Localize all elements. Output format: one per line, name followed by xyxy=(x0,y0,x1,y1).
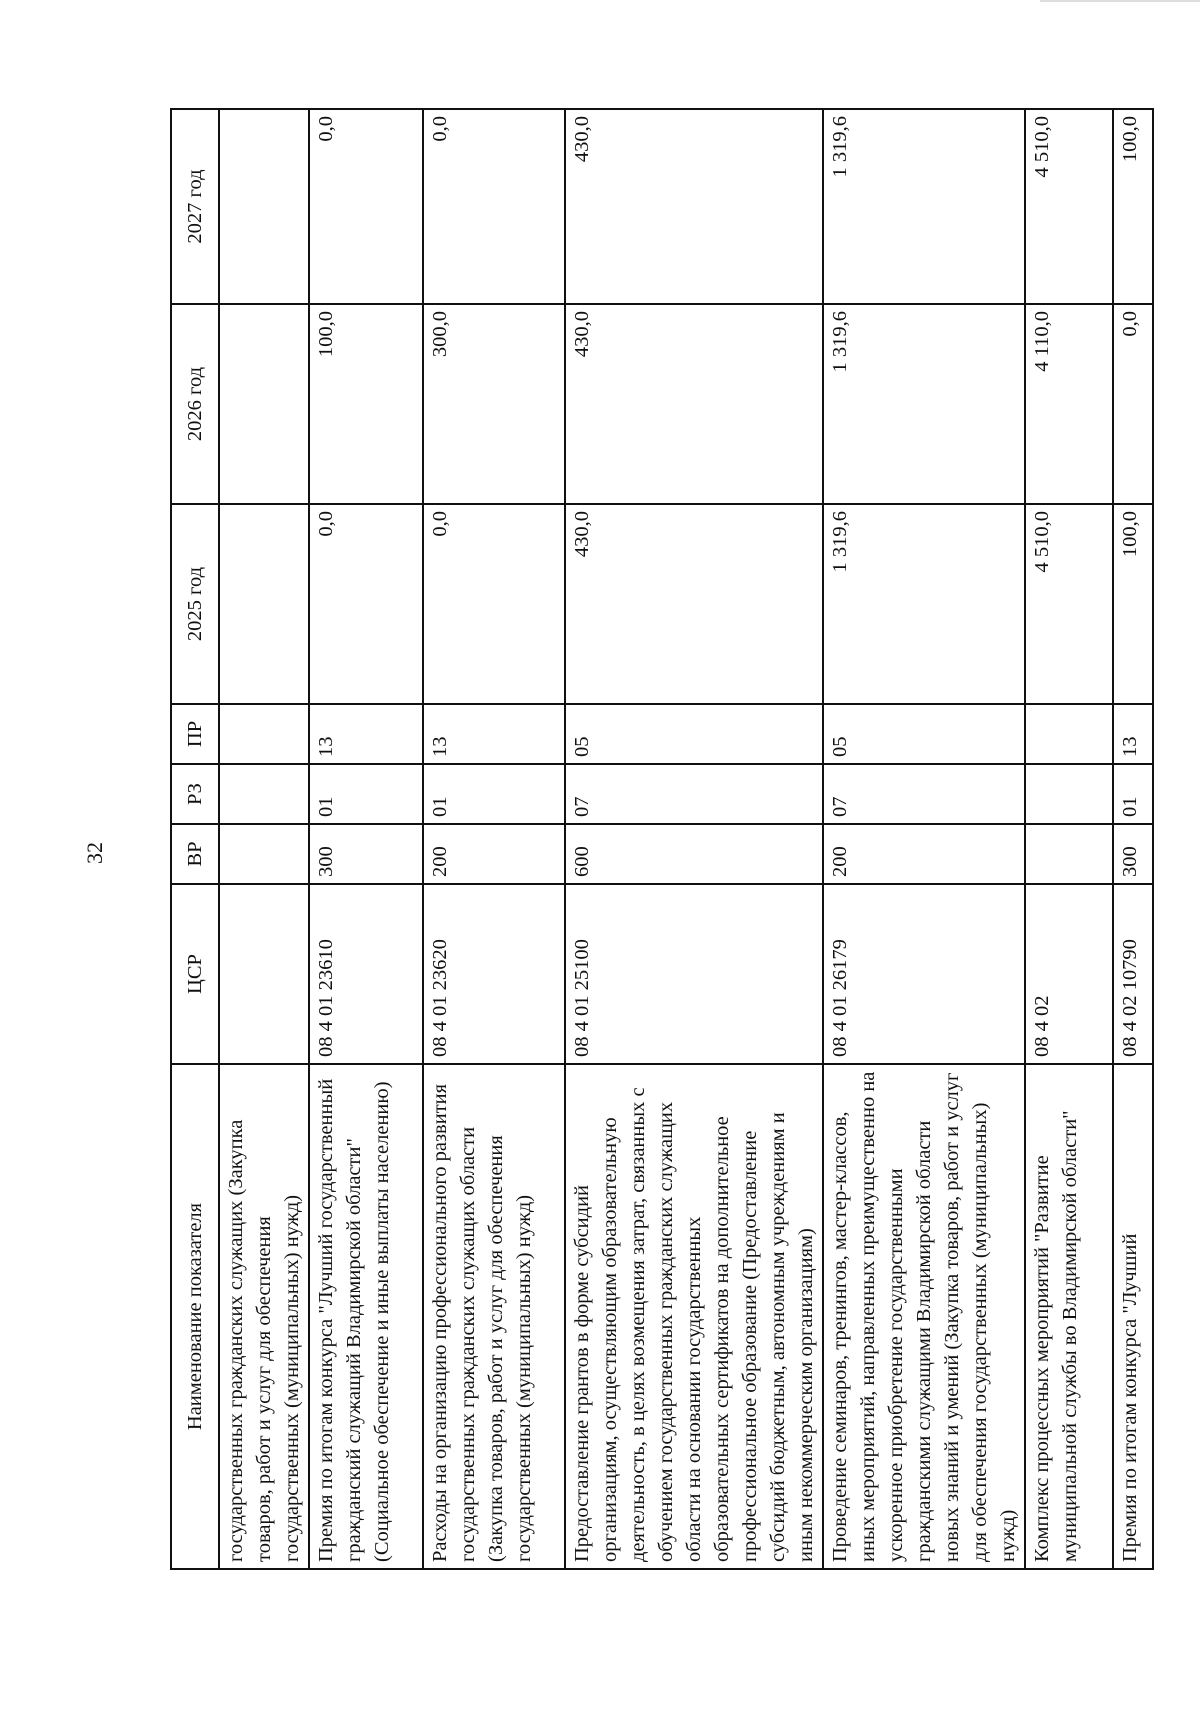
header-rz: РЗ xyxy=(171,764,219,824)
row-2026: 0,0 xyxy=(1113,304,1153,504)
row-name: государственных гражданских служащих (Закупка товаров, работ и услуг для обеспечения государственных (муниципальных) нужд) xyxy=(219,1064,309,1569)
table-row xyxy=(1025,109,1113,1569)
row-rz: 01 xyxy=(309,764,423,824)
row-pr: 05 xyxy=(565,704,823,764)
row-2025: 4 510,0 xyxy=(1025,504,1113,704)
row-name: Премия по итогам конкурса "Лучший государственный гражданский служащий Владимирской области" (Социальное обеспечение и иные выплаты населению) xyxy=(309,1064,423,1569)
row-csr: 08 4 01 23620 xyxy=(423,884,565,1064)
row-2025 xyxy=(219,504,309,704)
row-vr: 200 xyxy=(423,824,565,884)
row-name: Премия по итогам конкурса "Лучший xyxy=(1113,1064,1153,1569)
row-2027: 100,0 xyxy=(1113,109,1153,304)
table-row xyxy=(423,109,565,1569)
row-csr: 08 4 01 23610 xyxy=(309,884,423,1064)
row-rz: 07 xyxy=(823,764,1025,824)
header-2026: 2026 год xyxy=(171,304,219,504)
row-2025: 1 319,6 xyxy=(823,504,1025,704)
row-vr xyxy=(219,824,309,884)
row-vr: 600 xyxy=(565,824,823,884)
row-name: Комплекс процессных мероприятий "Развитие муниципальной службы во Владимирской области" xyxy=(1025,1064,1113,1569)
header-csr: ЦСР xyxy=(171,884,219,1064)
row-2026: 100,0 xyxy=(309,304,423,504)
row-pr: 13 xyxy=(309,704,423,764)
row-csr: 08 4 01 26179 xyxy=(823,884,1025,1064)
row-2027: 0,0 xyxy=(309,109,423,304)
row-rz: 07 xyxy=(565,764,823,824)
row-2026: 4 110,0 xyxy=(1025,304,1113,504)
row-2027: 0,0 xyxy=(423,109,565,304)
row-2026: 300,0 xyxy=(423,304,565,504)
row-2026 xyxy=(219,304,309,504)
row-vr: 300 xyxy=(309,824,423,884)
row-rz: 01 xyxy=(1113,764,1153,824)
table-row xyxy=(309,109,423,1569)
row-name: Расходы на организацию профессионального развития государственных гражданских служащих области (Закупка товаров, работ и услуг для обеспечения государственных (муниципальных) нужд) xyxy=(423,1064,565,1569)
row-rz xyxy=(219,764,309,824)
table-row xyxy=(565,109,823,1569)
row-pr: 05 xyxy=(823,704,1025,764)
table-header-row xyxy=(171,109,219,1569)
row-2025: 0,0 xyxy=(423,504,565,704)
row-name: Предоставление грантов в форме субсидий организациям, осуществляющим образовательную деятельность, в целях возмещения затрат, связанных с обучением государственных гражданских служащих области на основании государственных образовательных сертификатов на дополнительное профессиональное образование (Предоставление субсидий бюджетным, автономным учреждениям и иным некоммерческим организациям) xyxy=(565,1064,823,1569)
rotated-table-container xyxy=(170,110,1141,1570)
row-2027: 430,0 xyxy=(565,109,823,304)
header-2027: 2027 год xyxy=(171,109,219,304)
scan-edge-top xyxy=(1040,0,1200,2)
row-2025: 430,0 xyxy=(565,504,823,704)
row-pr xyxy=(219,704,309,764)
row-rz: 01 xyxy=(423,764,565,824)
row-csr: 08 4 02 10790 xyxy=(1113,884,1153,1064)
row-2026: 1 319,6 xyxy=(823,304,1025,504)
header-vr: ВР xyxy=(171,824,219,884)
row-vr xyxy=(1025,824,1113,884)
row-2027 xyxy=(219,109,309,304)
header-name: Наименование показателя xyxy=(171,1064,219,1569)
row-csr: 08 4 01 25100 xyxy=(565,884,823,1064)
row-pr: 13 xyxy=(1113,704,1153,764)
table-row xyxy=(219,109,309,1569)
row-pr xyxy=(1025,704,1113,764)
table-row xyxy=(823,109,1025,1569)
row-name: Проведение семинаров, тренингов, мастер-классов, иных мероприятий, направленных преимущественно на ускоренное приобретение государственными гражданскими служащими Владимирской области новых знаний и умений (Закупка товаров, работ и услуг для обеспечения государственных (муниципальных) нужд) xyxy=(823,1064,1025,1569)
row-2026: 430,0 xyxy=(565,304,823,504)
header-2025: 2025 год xyxy=(171,504,219,704)
page-number: 32 xyxy=(82,842,107,864)
row-2027: 4 510,0 xyxy=(1025,109,1113,304)
table-row xyxy=(1113,109,1153,1569)
row-2025: 0,0 xyxy=(309,504,423,704)
row-pr: 13 xyxy=(423,704,565,764)
row-vr: 300 xyxy=(1113,824,1153,884)
row-csr xyxy=(219,884,309,1064)
row-csr: 08 4 02 xyxy=(1025,884,1113,1064)
row-2027: 1 319,6 xyxy=(823,109,1025,304)
row-rz xyxy=(1025,764,1113,824)
row-vr: 200 xyxy=(823,824,1025,884)
budget-table xyxy=(170,108,1154,1570)
header-pr: ПР xyxy=(171,704,219,764)
row-2025: 100,0 xyxy=(1113,504,1153,704)
